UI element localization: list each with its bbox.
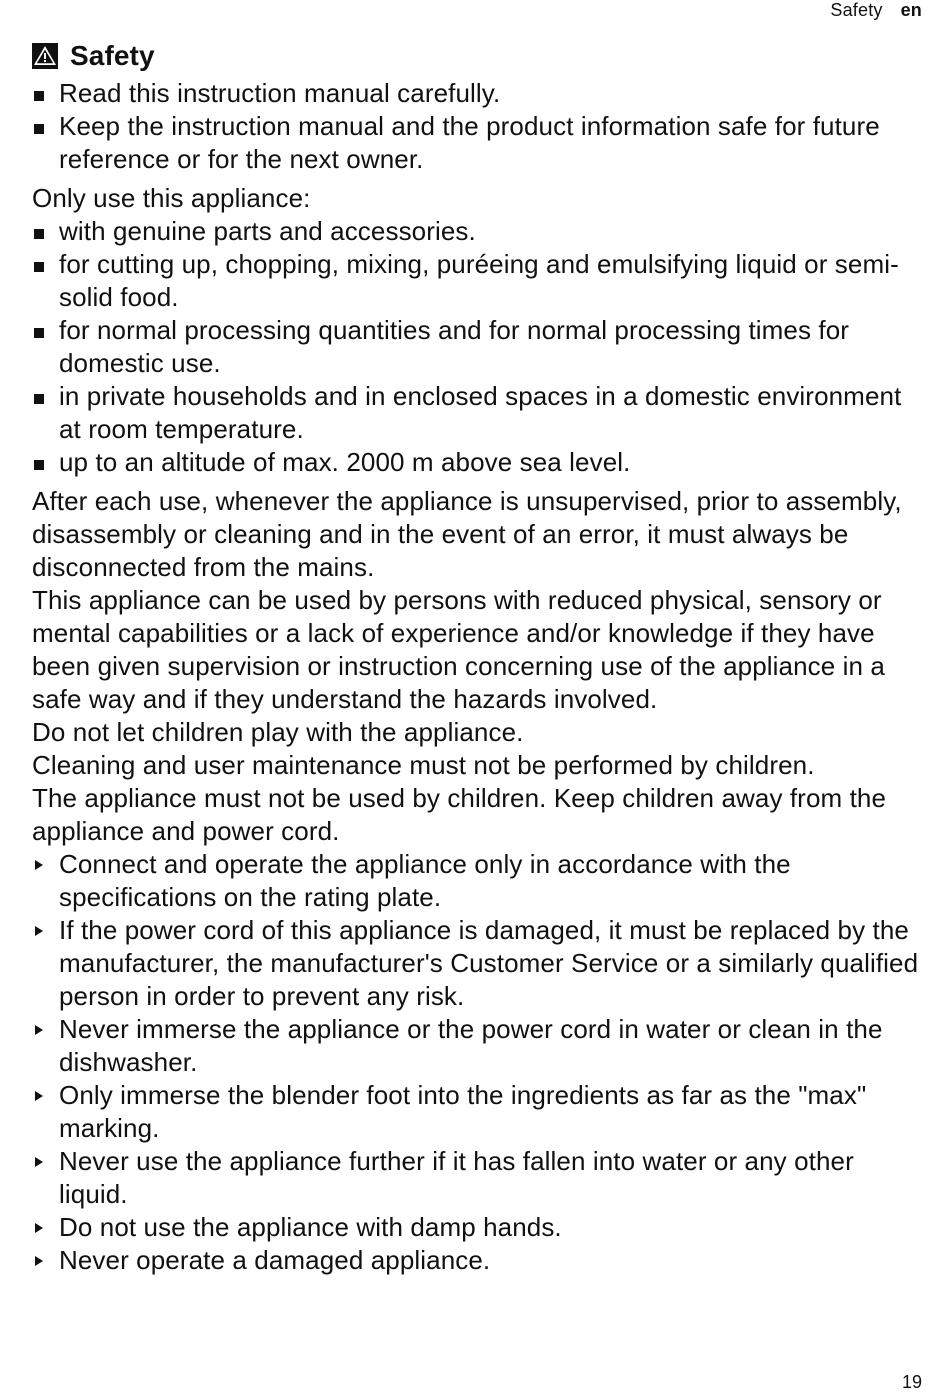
paragraph-children-away: The appliance must not be used by children. Keep children away from the appliance and power cord. — [32, 783, 887, 846]
warning-triangle-icon — [32, 43, 58, 69]
paragraph-persons: This appliance can be used by persons with reduced physical, sensory or mental capabilities or a lack of experience and/or knowledge if they have been given supervision or instruction concerning use of the appliance in a safe way and if they understand the hazards involved. — [32, 585, 885, 714]
section-heading — [32, 36, 922, 76]
list-item: Keep the instruction manual and the product information safe for future reference or for the next owner. — [32, 110, 922, 176]
intro-list — [32, 77, 922, 176]
running-header — [830, 0, 922, 20]
instruction-item: If the power cord of this appliance is damaged, it must be replaced by the manufacturer, the manufacturer's Customer Service or a similarly qualified person in order to prevent any risk. — [32, 914, 922, 1013]
instruction-list — [32, 848, 922, 1277]
list-item: with genuine parts and accessories. — [32, 215, 922, 248]
instruction-item: Connect and operate the appliance only in accordance with the specifications on the rating plate. — [32, 848, 922, 914]
usage-list — [32, 215, 922, 479]
instruction-item: Do not use the appliance with damp hands. — [32, 1211, 922, 1244]
paragraph-children-play: Do not let children play with the appliance. — [32, 717, 524, 747]
instruction-item: Only immerse the blender foot into the ingredients as far as the "max" marking. — [32, 1079, 922, 1145]
header-section: Safety — [830, 0, 883, 20]
list-item: for cutting up, chopping, mixing, puréeing and emulsifying liquid or semi-solid food. — [32, 248, 922, 314]
list-item: up to an altitude of max. 2000 m above sea level. — [32, 446, 922, 479]
header-language: en — [900, 0, 922, 20]
paragraph-disconnect: After each use, whenever the appliance is unsupervised, prior to assembly, disassembly or cleaning and in the event of an error, it must always be disconnected from the mains. — [32, 486, 902, 582]
instruction-item: Never operate a damaged appliance. — [32, 1244, 922, 1277]
instruction-item: Never immerse the appliance or the power cord in water or clean in the dishwasher. — [32, 1013, 922, 1079]
paragraph-cleaning: Cleaning and user maintenance must not be performed by children. — [32, 750, 815, 780]
instruction-item: Never use the appliance further if it has fallen into water or any other liquid. — [32, 1145, 922, 1211]
list-item: Read this instruction manual carefully. — [32, 77, 922, 110]
list-item: in private households and in enclosed spaces in a domestic environment at room temperature. — [32, 380, 922, 446]
page-number: 19 — [901, 1372, 922, 1392]
page-title: Safety — [70, 40, 155, 71]
usage-intro: Only use this appliance: — [32, 183, 311, 213]
list-item: for normal processing quantities and for normal processing times for domestic use. — [32, 314, 922, 380]
page-content — [32, 36, 922, 1277]
